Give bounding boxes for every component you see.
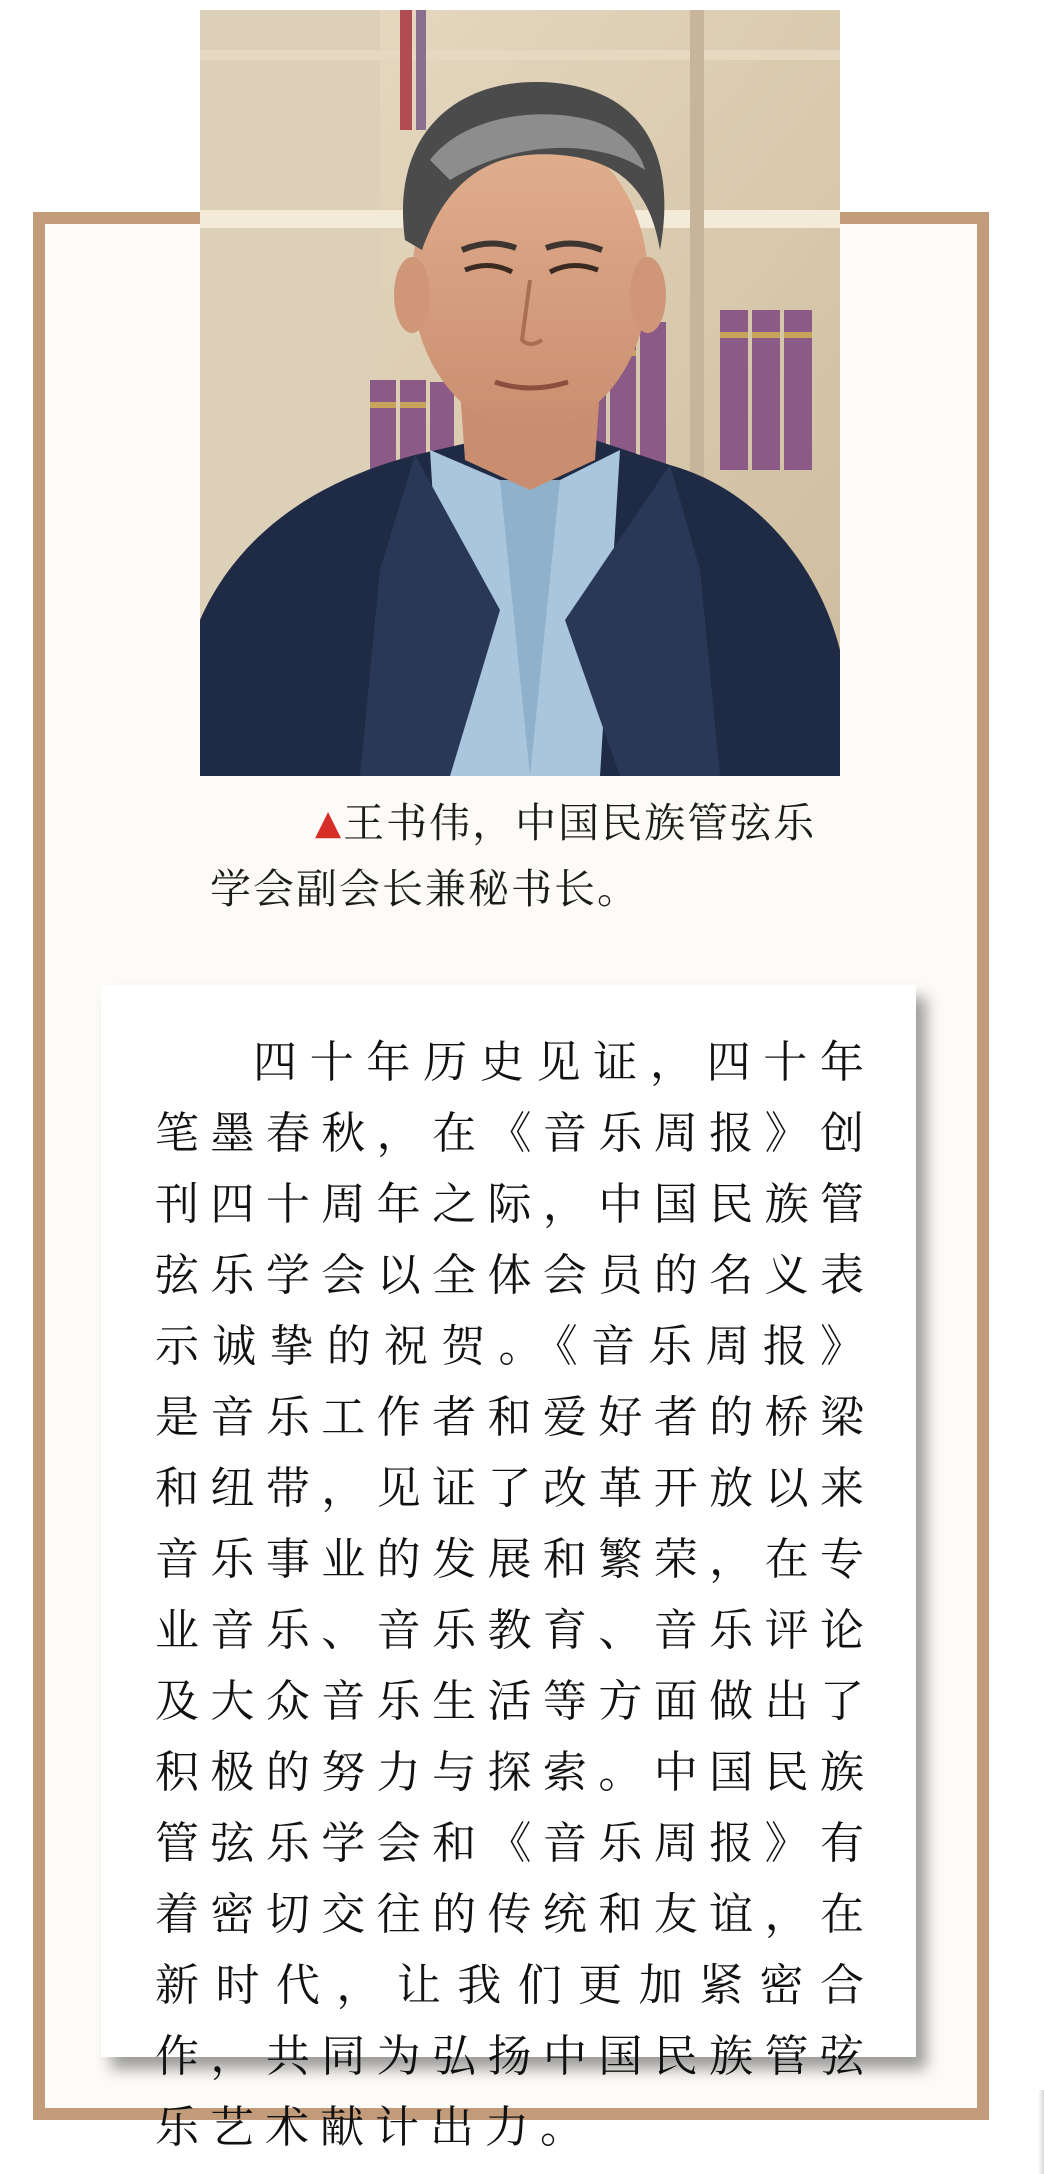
red-triangle-icon: ▲ [315, 803, 344, 843]
scrollbar-edge[interactable] [1038, 2090, 1044, 2174]
portrait-photo [200, 10, 840, 776]
message-body: 四十年历史见证，四十年笔墨春秋，在《音乐周报》创刊四十周年之际，中国民族管弦乐学会以全体会员的名义表示诚挚的祝贺。《音乐周报》是音乐工作者和爱好者的桥梁和纽带，见证了改革开放以来音乐事业的发展和繁荣，在专业音乐、音乐教育、音乐评论及大众音乐生活等方面做出了积极的努力与探索。中国民族管弦乐学会和《音乐周报》有着密切交往的传统和友谊，在新时代，让我们更加紧密合作，共同为弘扬中国民族管弦乐艺术献计出力。 [155, 1037, 875, 2153]
message-card [101, 985, 916, 2153]
caption-text: 王书伟，中国民族管弦乐学会副会长兼秘书长。 [210, 799, 817, 913]
photo-caption [210, 790, 850, 922]
